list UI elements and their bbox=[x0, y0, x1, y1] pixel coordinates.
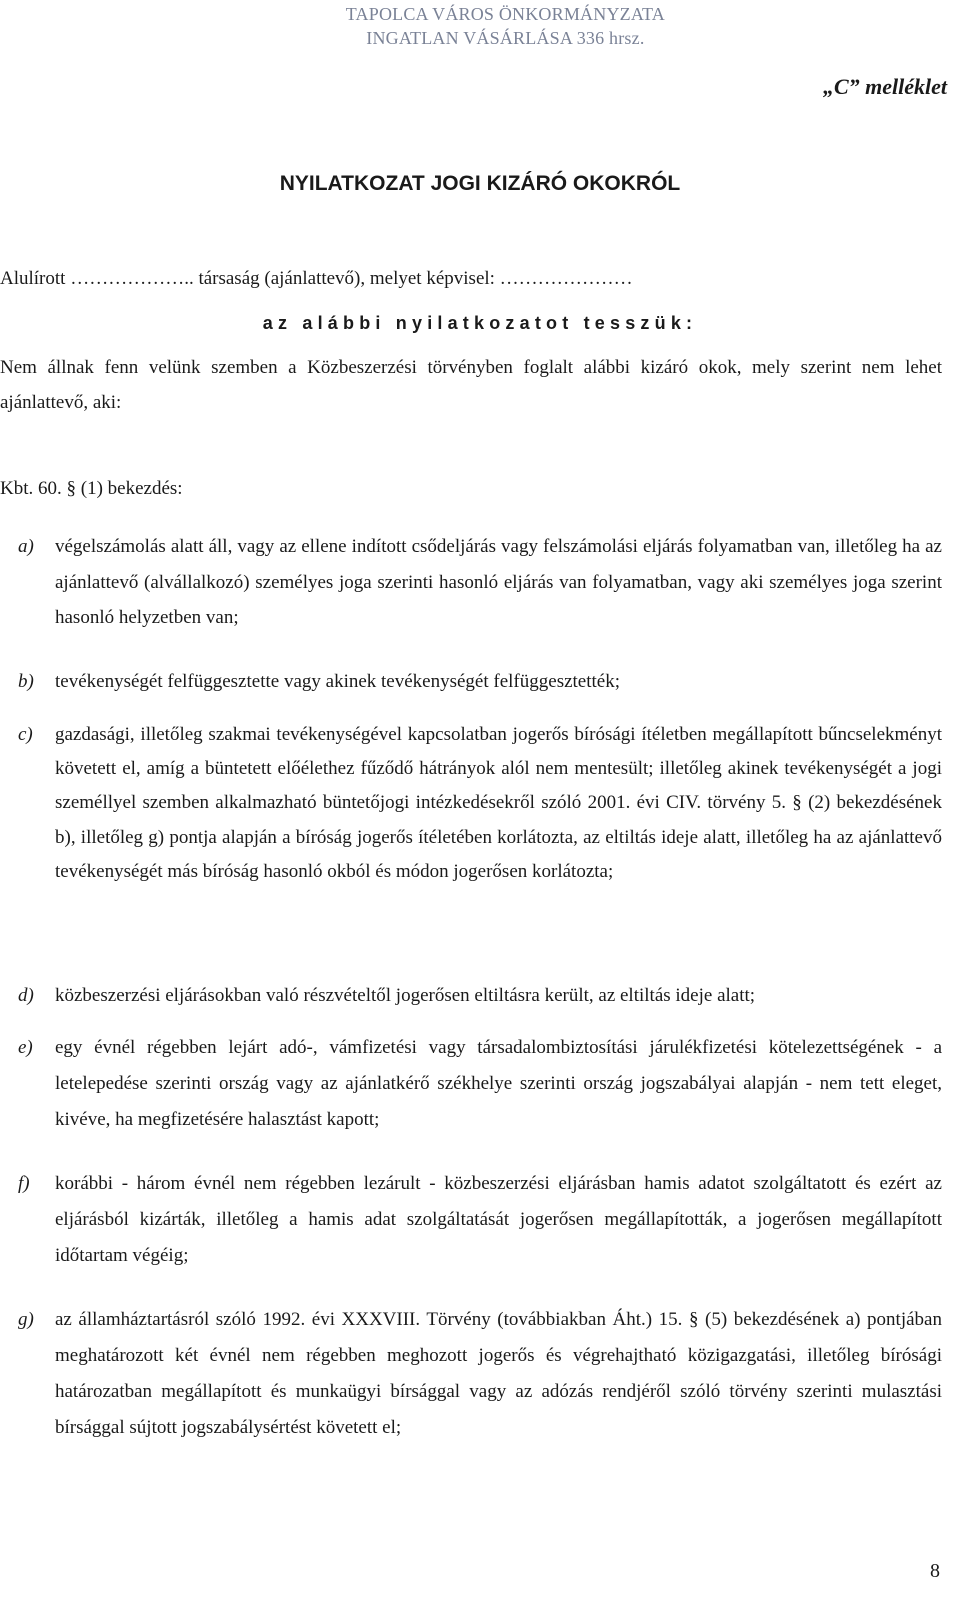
statement-paragraph: Nem állnak fenn velünk szemben a Közbeszerzési törvényben foglalt alábbi kizáró okok, mely szerint nem lehet ajánlattevő, aki: bbox=[0, 357, 942, 413]
intro-line: Alulírott ……………….. társaság (ajánlattevő), melyet képvisel: ………………… bbox=[0, 268, 633, 289]
list-item-letter: f) bbox=[18, 1173, 30, 1194]
list-item-letter: d) bbox=[18, 985, 34, 1006]
list-item-text: korábbi - három évnél nem régebben lezárult - közbeszerzési eljárásban hamis adatot szolgáltatott és ezért az eljárásból kizárták, illetőleg a hamis adat szolgáltatását jogerősen megállapították, a jogerősen megállapított időtartam végéig; bbox=[55, 1173, 942, 1266]
header-line-2: INGATLAN VÁSÁRLÁSA 336 hrsz. bbox=[366, 28, 645, 48]
list-item-letter: c) bbox=[18, 724, 33, 745]
section-reference: Kbt. 60. § (1) bekezdés: bbox=[0, 478, 183, 499]
declaration-heading: az alábbi nyilatkozatot tesszük: bbox=[262, 313, 698, 333]
list-item-text: gazdasági, illetőleg szakmai tevékenységével kapcsolatban jogerős bírósági ítéletben megállapított bűncselekményt követett el, amíg a büntetett előélethez fűződő hátrányok alól nem mentesült; illetőleg akinek tevékenységét a jogi személlyel szemben alkalmazható büntetőjogi intézkedésekről szóló 2001. évi CIV. törvény 5. § (2) bekezdésének b), illetőleg g) pontja alapján a bíróság jogerős ítéletében korlátozta, az eltiltás ideje alatt, illetőleg ha az ajánlattevő tevékenységét más bíróság hasonló okból és módon jogerősen korlátozta; bbox=[55, 724, 942, 882]
list-item bbox=[0, 529, 942, 636]
document-title: NYILATKOZAT JOGI KIZÁRÓ OKOKRÓL bbox=[279, 172, 681, 195]
list-item bbox=[0, 1166, 942, 1274]
header-line-1: TAPOLCA VÁROS ÖNKORMÁNYZATA bbox=[345, 4, 665, 24]
list-item-letter: a) bbox=[18, 536, 34, 557]
list-item bbox=[0, 1302, 942, 1446]
list-item-text: tevékenységét felfüggesztette vagy akinek tevékenységét felfüggesztették; bbox=[55, 671, 620, 692]
list-item-text: közbeszerzési eljárásokban való részvételtől jogerősen eltiltásra került, az eltiltás ideje alatt; bbox=[55, 985, 756, 1006]
list-item-letter: e) bbox=[18, 1037, 33, 1058]
list-item-text: egy évnél régebben lejárt adó-, vámfizetési vagy társadalombiztosítási járulékfizetési kötelezettségének - a letelepedése szerinti ország vagy az ajánlatkérő székhelye szerinti ország jogszabályai alapján - nem tett eleget, kivéve, ha megfizetésére halasztást kapott; bbox=[55, 1037, 942, 1130]
annex-label: „C” melléklet bbox=[822, 74, 947, 99]
list-item-letter: b) bbox=[18, 671, 34, 692]
list-item bbox=[0, 1030, 942, 1138]
page-number: 8 bbox=[930, 1560, 940, 1582]
list-item-text: az államháztartásról szóló 1992. évi XXXVIII. Törvény (továbbiakban Áht.) 15. § (5) bekezdésének a) pontjában meghatározott két évnél nem régebben meghozott jogerős és végrehajtható közigazgatási, illetőleg bírósági határozatban megállapított és munkaügyi bírsággal vagy az adózás rendjéről szóló törvény szerinti mulasztási bírsággal sújtott jogszabálysértést követett el; bbox=[55, 1309, 942, 1438]
list-item-text: végelszámolás alatt áll, vagy az ellene indított csődeljárás vagy felszámolási eljárás folyamatban van, illetőleg ha az ajánlattevő (alvállalkozó) személyes joga szerinti hasonló eljárás van folyamatban, vagy aki személyes joga szerint hasonló helyzetben van; bbox=[55, 536, 942, 628]
list-item bbox=[0, 718, 942, 889]
list-item bbox=[0, 978, 942, 1013]
list-item bbox=[0, 664, 942, 700]
list-item-letter: g) bbox=[18, 1309, 34, 1330]
page-header bbox=[346, 2, 665, 50]
